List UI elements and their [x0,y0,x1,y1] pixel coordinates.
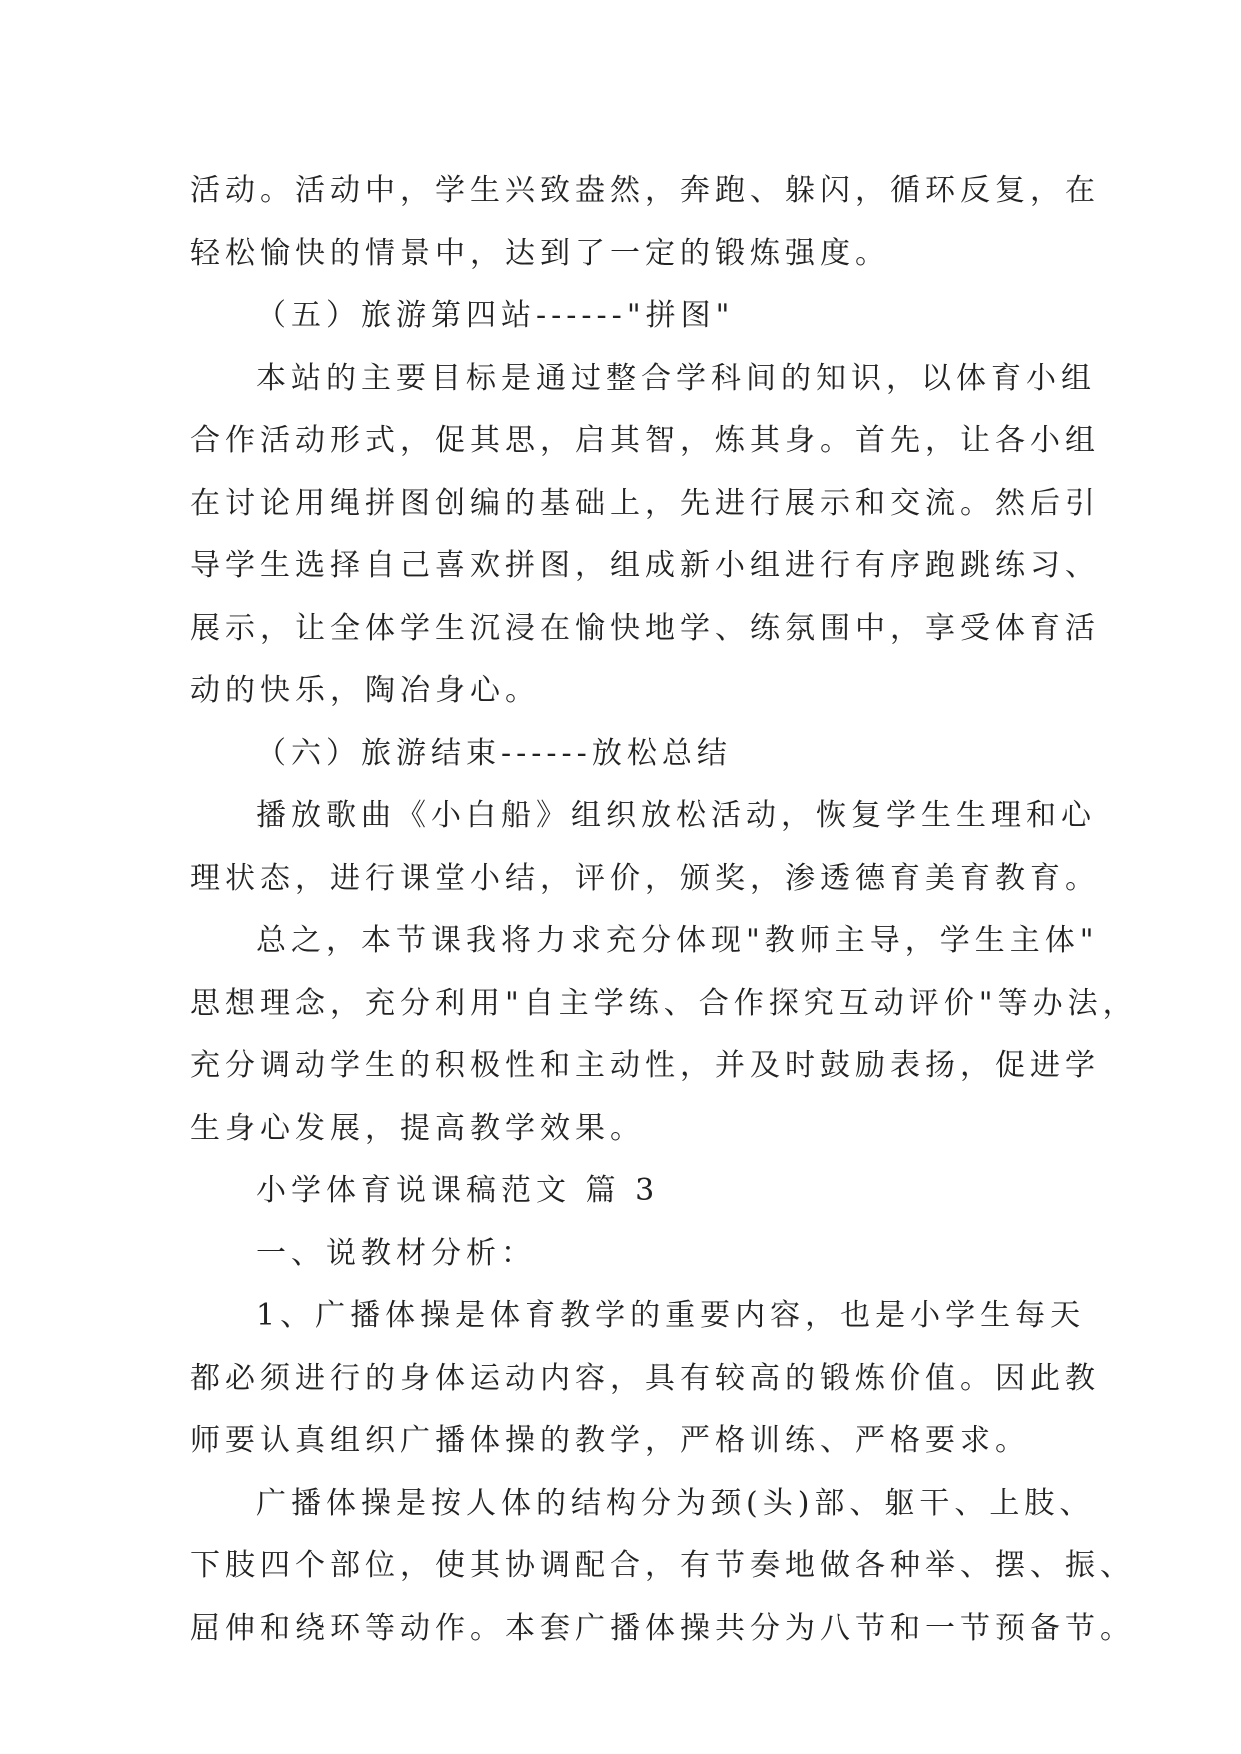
text-line: 播放歌曲《小白船》组织放松活动，恢复学生生理和心 [256,798,1096,833]
text-line: 活动。活动中，学生兴致盎然，奔跑、躲闪，循环反复，在 [190,173,1100,208]
text-line: （五）旅游第四站------"拼图" [256,298,735,333]
text-line: 展示，让全体学生沉浸在愉快地学、练氛围中，享受体育活 [190,610,1100,646]
text-line: 思想理念，充分利用"自主学练、合作探究互动评价"等办法， [190,985,1138,1021]
text-line: 总之，本节课我将力求充分体现"教师主导，学生主体" [256,923,1099,958]
text-line: 下肢四个部位，使其协调配合，有节奏地做各种举、摆、振、 [190,1548,1135,1583]
text-line: 充分调动学生的积极性和主动性，并及时鼓励表扬，促进学 [190,1048,1100,1083]
text-line: 一、说教材分析： [256,1235,536,1271]
text-line: 在讨论用绳拼图创编的基础上，先进行展示和交流。然后引 [190,485,1100,521]
text-line: 合作活动形式，促其思，启其智，炼其身。首先，让各小组 [190,423,1100,458]
text-line: 轻松愉快的情景中，达到了一定的锻炼强度。 [190,235,890,271]
text-line: 导学生选择自己喜欢拼图，组成新小组进行有序跑跳练习、 [190,548,1100,583]
text-line: 师要认真组织广播体操的教学，严格训练、严格要求。 [190,1423,1030,1458]
text-line: 动的快乐，陶冶身心。 [190,673,540,708]
text-line: 1、广播体操是体育教学的重要内容，也是小学生每天 [256,1298,1086,1333]
text-line: 都必须进行的身体运动内容，具有较高的锻炼价值。因此教 [190,1360,1100,1396]
document-body-text [190,160,1138,1660]
text-line: 生身心发展，提高教学效果。 [190,1110,645,1146]
text-line: 屈伸和绕环等动作。本套广播体操共分为八节和一节预备节。 [190,1610,1135,1646]
text-line: 广播体操是按人体的结构分为颈(头)部、躯干、上肢、 [256,1485,1095,1521]
text-line: （六）旅游结束------放松总结 [256,735,732,771]
text-line: 理状态，进行课堂小结，评价，颁奖，渗透德育美育教育。 [190,860,1100,896]
text-line: 本站的主要目标是通过整合学科间的知识，以体育小组 [256,360,1096,396]
text-line: 小学体育说课稿范文 篇 3 [256,1173,660,1208]
